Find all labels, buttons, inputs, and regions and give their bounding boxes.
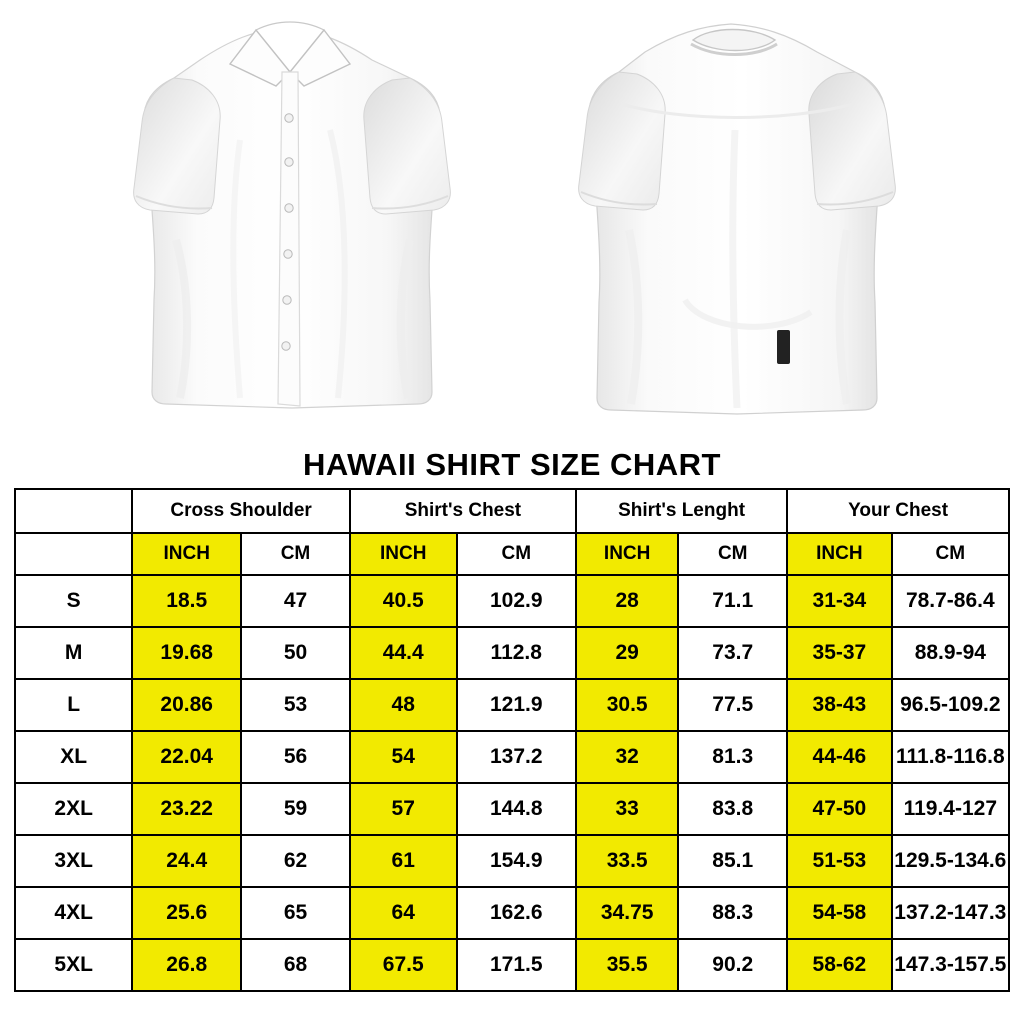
shirt-chest-inch: 54: [350, 731, 457, 783]
size-label: 2XL: [15, 783, 132, 835]
cross-shoulder-cm: 59: [241, 783, 350, 835]
your-chest-inch: 47-50: [787, 783, 892, 835]
shirt-chest-inch: 61: [350, 835, 457, 887]
your-chest-cm: 78.7-86.4: [892, 575, 1009, 627]
shirt-length-cm: 90.2: [678, 939, 787, 991]
unit-header-cm-4: CM: [892, 533, 1009, 575]
your-chest-inch: 51-53: [787, 835, 892, 887]
cross-shoulder-inch: 22.04: [132, 731, 241, 783]
shirt-length-cm: 73.7: [678, 627, 787, 679]
shirt-chest-cm: 102.9: [457, 575, 576, 627]
group-header-your-chest: Your Chest: [787, 489, 1009, 533]
shirt-length-inch: 33.5: [576, 835, 678, 887]
shirt-chest-cm: 121.9: [457, 679, 576, 731]
shirt-length-inch: 29: [576, 627, 678, 679]
cross-shoulder-inch: 26.8: [132, 939, 241, 991]
shirt-length-cm: 83.8: [678, 783, 787, 835]
shirt-chest-cm: 162.6: [457, 887, 576, 939]
shirt-chest-cm: 171.5: [457, 939, 576, 991]
table-row: [15, 679, 1009, 731]
your-chest-inch: 58-62: [787, 939, 892, 991]
your-chest-inch: 31-34: [787, 575, 892, 627]
shirt-length-cm: 81.3: [678, 731, 787, 783]
your-chest-cm: 137.2-147.3: [892, 887, 1009, 939]
shirt-length-cm: 77.5: [678, 679, 787, 731]
product-image-row: [0, 0, 1024, 445]
your-chest-cm: 111.8-116.8: [892, 731, 1009, 783]
your-chest-inch: 35-37: [787, 627, 892, 679]
your-chest-cm: 147.3-157.5: [892, 939, 1009, 991]
cross-shoulder-inch: 24.4: [132, 835, 241, 887]
shirt-chest-inch: 67.5: [350, 939, 457, 991]
unit-header-cm-2: CM: [457, 533, 576, 575]
your-chest-cm: 88.9-94: [892, 627, 1009, 679]
table-corner-cell: [15, 489, 132, 533]
cross-shoulder-inch: 23.22: [132, 783, 241, 835]
table-row: [15, 731, 1009, 783]
table-group-header-row: [15, 489, 1009, 533]
cross-shoulder-cm: 62: [241, 835, 350, 887]
size-label: 5XL: [15, 939, 132, 991]
shirt-chest-inch: 57: [350, 783, 457, 835]
size-label: L: [15, 679, 132, 731]
your-chest-cm: 129.5-134.6: [892, 835, 1009, 887]
size-chart-table: [14, 488, 1010, 992]
shirt-chest-inch: 44.4: [350, 627, 457, 679]
table-row: [15, 887, 1009, 939]
shirt-chest-cm: 112.8: [457, 627, 576, 679]
unit-header-inch-4: INCH: [787, 533, 892, 575]
size-label: 3XL: [15, 835, 132, 887]
shirt-front-image: [80, 0, 500, 445]
shirt-chest-cm: 137.2: [457, 731, 576, 783]
size-label: M: [15, 627, 132, 679]
page-title: HAWAII SHIRT SIZE CHART: [303, 447, 721, 482]
cross-shoulder-inch: 20.86: [132, 679, 241, 731]
unit-header-inch-1: INCH: [132, 533, 241, 575]
cross-shoulder-cm: 65: [241, 887, 350, 939]
group-header-shirts-chest: Shirt's Chest: [350, 489, 576, 533]
table-row: [15, 627, 1009, 679]
your-chest-inch: 54-58: [787, 887, 892, 939]
size-label: S: [15, 575, 132, 627]
unit-header-cm-1: CM: [241, 533, 350, 575]
size-label: 4XL: [15, 887, 132, 939]
shirt-length-inch: 30.5: [576, 679, 678, 731]
shirt-length-inch: 28: [576, 575, 678, 627]
cross-shoulder-cm: 53: [241, 679, 350, 731]
cross-shoulder-cm: 56: [241, 731, 350, 783]
shirt-chest-inch: 40.5: [350, 575, 457, 627]
cross-shoulder-inch: 18.5: [132, 575, 241, 627]
table-row: [15, 783, 1009, 835]
cross-shoulder-inch: 25.6: [132, 887, 241, 939]
table-row: [15, 575, 1009, 627]
table-row: [15, 835, 1009, 887]
your-chest-inch: 38-43: [787, 679, 892, 731]
group-header-cross-shoulder: Cross Shoulder: [132, 489, 350, 533]
shirt-length-inch: 33: [576, 783, 678, 835]
size-label: XL: [15, 731, 132, 783]
shirt-chest-cm: 144.8: [457, 783, 576, 835]
table-unit-header-row: [15, 533, 1009, 575]
shirt-chest-cm: 154.9: [457, 835, 576, 887]
cross-shoulder-inch: 19.68: [132, 627, 241, 679]
cross-shoulder-cm: 68: [241, 939, 350, 991]
unit-header-inch-3: INCH: [576, 533, 678, 575]
shirt-length-inch: 32: [576, 731, 678, 783]
size-chart-table-wrapper: [14, 488, 1010, 992]
shirt-length-inch: 34.75: [576, 887, 678, 939]
unit-header-cm-3: CM: [678, 533, 787, 575]
shirt-back-image: [525, 0, 945, 445]
shirt-length-cm: 85.1: [678, 835, 787, 887]
shirt-length-inch: 35.5: [576, 939, 678, 991]
your-chest-cm: 96.5-109.2: [892, 679, 1009, 731]
group-header-shirts-length: Shirt's Lenght: [576, 489, 787, 533]
shirt-chest-inch: 48: [350, 679, 457, 731]
shirt-length-cm: 71.1: [678, 575, 787, 627]
your-chest-cm: 119.4-127: [892, 783, 1009, 835]
cross-shoulder-cm: 50: [241, 627, 350, 679]
unit-corner-cell: [15, 533, 132, 575]
your-chest-inch: 44-46: [787, 731, 892, 783]
shirt-length-cm: 88.3: [678, 887, 787, 939]
cross-shoulder-cm: 47: [241, 575, 350, 627]
unit-header-inch-2: INCH: [350, 533, 457, 575]
shirt-chest-inch: 64: [350, 887, 457, 939]
table-row: [15, 939, 1009, 991]
